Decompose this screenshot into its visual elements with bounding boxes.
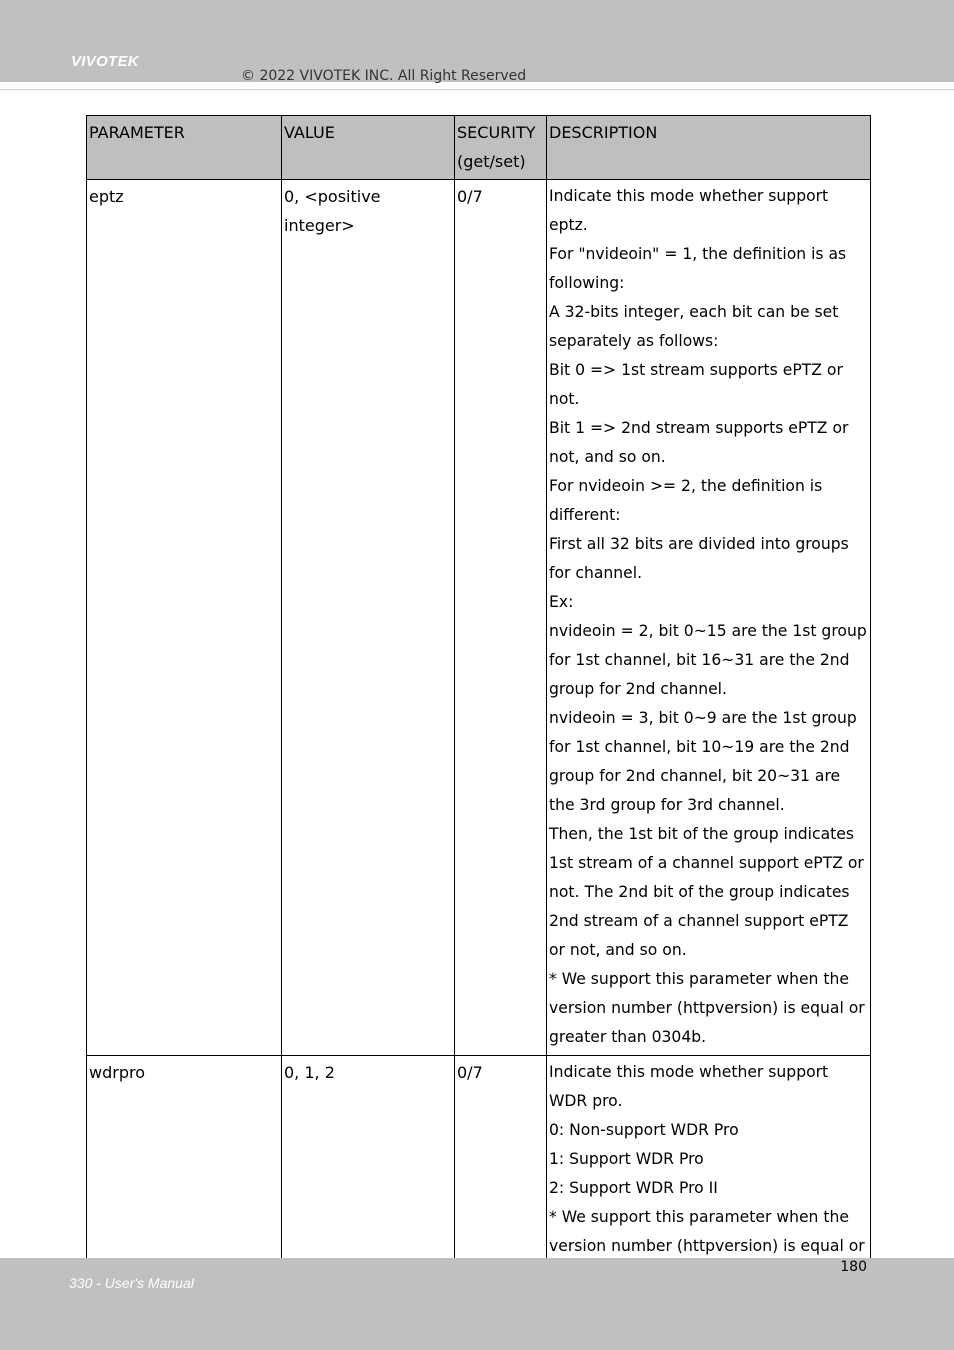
page-number: 180 — [840, 1259, 867, 1275]
description-line: 2: Support WDR Pro II — [549, 1179, 718, 1197]
column-header-parameter: PARAMETER — [87, 116, 282, 180]
cell-parameter: eptz — [87, 180, 282, 1056]
description-line: 1: Support WDR Pro — [549, 1150, 704, 1168]
manual-page-label: 330 - User's Manual — [69, 1275, 194, 1291]
description-line: For nvideoin >= 2, the definition is different: — [549, 477, 823, 524]
column-header-security — [455, 116, 547, 180]
column-header-value: VALUE — [282, 116, 455, 180]
description-line: Indicate this mode whether support eptz. — [549, 187, 829, 234]
column-header-security-line1: SECURITY — [457, 123, 536, 142]
description-line: For "nvideoin" = 1, the definition is as following: — [549, 245, 847, 292]
cell-description — [547, 180, 871, 1056]
header-divider — [0, 89, 954, 90]
description-line: 0: Non-support WDR Pro — [549, 1121, 739, 1139]
description-line: * We support this parameter when the version number (httpversion) is equal or — [549, 1208, 865, 1255]
description-line: A 32-bits integer, each bit can be set separately as follows: — [549, 303, 839, 350]
description-line: Bit 0 => 1st stream supports ePTZ or not. — [549, 361, 843, 408]
cell-value: 0, <positive integer> — [282, 180, 455, 1056]
cell-security: 0/7 — [455, 180, 547, 1056]
column-header-description: DESCRIPTION — [547, 116, 871, 180]
description-line: nvideoin = 2, bit 0~15 are the 1st group for 1st channel, bit 16~31 are the 2nd group for 2nd channel. — [549, 622, 867, 698]
parameter-table — [86, 115, 871, 1294]
copyright-notice: © 2022 VIVOTEK INC. All Right Reserved — [241, 68, 527, 84]
footer-band — [0, 1258, 954, 1350]
description-line: First all 32 bits are divided into groups for channel. — [549, 535, 849, 582]
description-line: nvideoin = 3, bit 0~9 are the 1st group for 1st channel, bit 10~19 are the 2nd group for 2nd channel, bit 20~31 are the 3rd group for 3rd channel. — [549, 709, 857, 814]
cell-security: 0/7 — [455, 1056, 547, 1294]
cell-parameter: wdrpro — [87, 1056, 282, 1294]
description-line: Then, the 1st bit of the group indicates 1st stream of a channel support ePTZ or not. The 2nd bit of the group indicates 2nd stream of a channel support ePTZ or not, and so on. — [549, 825, 864, 959]
description-line: Ex: — [549, 593, 574, 611]
column-header-security-line2: (get/set) — [457, 152, 526, 171]
table-row — [87, 180, 871, 1056]
description-line: * We support this parameter when the version number (httpversion) is equal or greater than 0304b. — [549, 970, 865, 1046]
cell-value: 0, 1, 2 — [282, 1056, 455, 1294]
description-line: Bit 1 => 2nd stream supports ePTZ or not, and so on. — [549, 419, 849, 466]
description-line: Indicate this mode whether support WDR pro. — [549, 1063, 829, 1110]
brand-logo: VIVOTEK — [71, 53, 139, 70]
table-header-row — [87, 116, 871, 180]
